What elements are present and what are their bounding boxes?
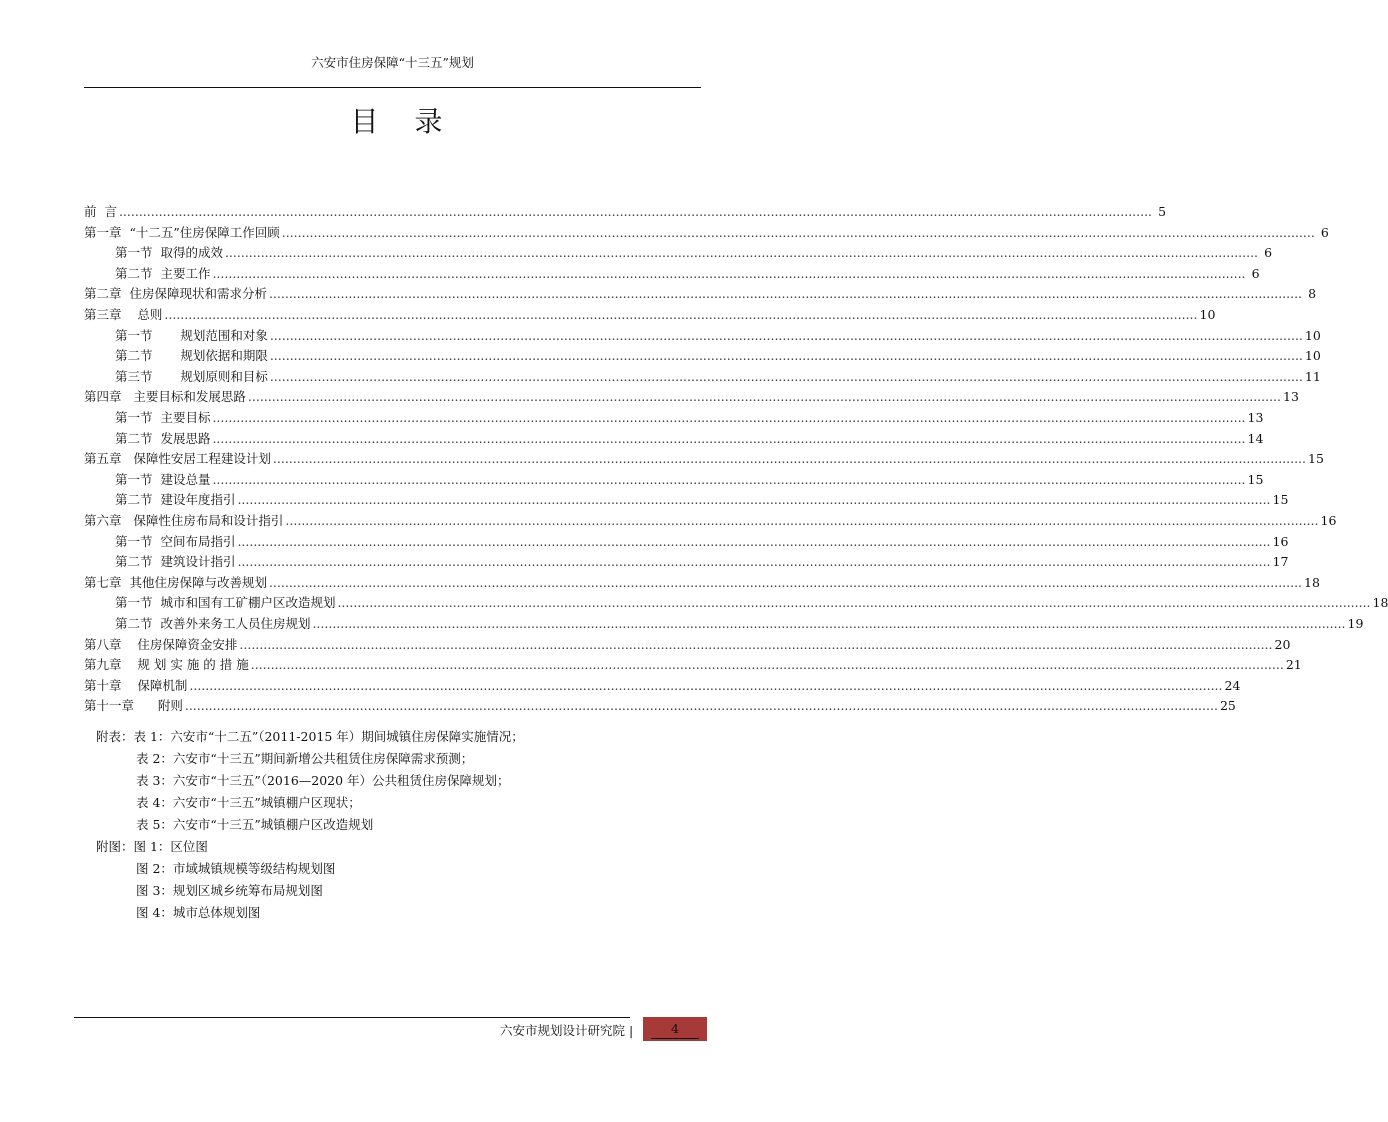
toc-chapter-entry[interactable] — [84, 283, 1317, 304]
toc-entry-page: 15 — [1308, 451, 1324, 467]
toc-dot-leader: .................................................................................................................................................................................................................................................................... — [212, 410, 1246, 425]
toc-entry-label: 第二章 住房保障现状和需求分析 — [84, 286, 267, 302]
toc-entry-page: 18 — [1372, 595, 1388, 611]
toc-entry-label: 第九章 规 划 实 施 的 措 施 — [84, 657, 249, 673]
toc-chapter-entry[interactable] — [84, 572, 1320, 593]
toc-dot-leader: .................................................................................................................................................................................................................................................................... — [164, 307, 1198, 322]
toc-entry-label: 第一节 取得的成效 — [115, 245, 223, 261]
toc-section-entry[interactable] — [115, 489, 1289, 510]
toc-entry-page: 6 — [1264, 245, 1273, 261]
toc-entry-label: 第十一章 附则 — [84, 698, 183, 714]
toc-entry-label: 第二节 建筑设计指引 — [115, 554, 236, 570]
toc-entry-page: 21 — [1285, 657, 1302, 673]
toc-section-entry[interactable] — [115, 592, 1388, 613]
toc-entry-page: 19 — [1347, 616, 1364, 631]
toc-section-entry[interactable] — [115, 469, 1264, 490]
toc-chapter-entry[interactable] — [84, 675, 1241, 696]
toc-entry-label: 第一节 空间布局指引 — [115, 533, 236, 549]
toc-entry-page: 8 — [1308, 286, 1317, 302]
toc-dot-leader: .................................................................................................................................................................................................................................................................... — [237, 554, 1271, 570]
toc-entry-page: 11 — [1304, 368, 1321, 384]
toc-entry-label: 第一章 “十二五”住房保障工作回顾 — [84, 224, 280, 240]
toc-section-entry[interactable] — [115, 531, 1289, 552]
toc-dot-leader: .................................................................................................................................................................................................................................................................... — [212, 471, 1246, 487]
toc-entry-label: 第二节 建设年度指引 — [115, 492, 236, 508]
toc-chapter-entry[interactable] — [84, 448, 1324, 469]
toc-entry-label: 第五章 保障性安居工程建设计划 — [84, 451, 271, 467]
toc-entry-label: 第二节 主要工作 — [115, 265, 211, 281]
page-number: 4 — [651, 1020, 699, 1039]
appendix-figure-entry: 附图：图 1：区位图 — [96, 839, 208, 854]
toc-dot-leader: .................................................................................................................................................................................................................................................................... — [184, 698, 1218, 714]
toc-entry-page: 6 — [1251, 265, 1260, 281]
page-title: 目录 — [350, 105, 479, 138]
toc-chapter-entry[interactable] — [84, 201, 1167, 222]
toc-chapter-entry[interactable] — [84, 304, 1216, 325]
page-header — [84, 48, 701, 88]
toc-entry-page: 20 — [1274, 636, 1291, 652]
toc-entry-label: 第六章 保障性住房布局和设计指引 — [84, 513, 284, 528]
toc-section-entry[interactable] — [115, 407, 1264, 428]
toc-dot-leader: .................................................................................................................................................................................................................................................................... — [250, 657, 1284, 673]
toc-dot-leader: .................................................................................................................................................................................................................................................................... — [212, 265, 1246, 281]
toc-section-entry[interactable] — [115, 242, 1273, 263]
toc-section-entry[interactable] — [115, 613, 1364, 634]
toc-entry-label: 第一节 建设总量 — [115, 471, 211, 487]
appendix-table-entry: 表 5：六安市“十三五”城镇棚户区改造规划 — [136, 817, 374, 832]
toc-entry-page: 18 — [1304, 574, 1320, 590]
toc-dot-leader: .................................................................................................................................................................................................................................................................... — [189, 677, 1223, 693]
toc-entry-label: 第七章 其他住房保障与改善规划 — [84, 574, 267, 590]
footer-organization: 六安市规划设计研究院 | — [500, 1023, 634, 1038]
appendix-table-entry: 表 3：六安市“十三五”（2016—2020 年）公共租赁住房保障规划； — [136, 773, 510, 788]
toc-entry-label: 第二节 改善外来务工人员住房规划 — [115, 616, 311, 631]
footer-divider — [74, 1017, 630, 1018]
toc-entry-page: 10 — [1199, 307, 1216, 322]
appendix-figure-entry: 图 2：市域城镇规模等级结构规划图 — [136, 861, 336, 876]
toc-chapter-entry[interactable] — [84, 386, 1299, 407]
toc-entry-label: 第三节 规划原则和目标 — [115, 368, 268, 384]
toc-entry-label: 前 言 — [84, 204, 117, 219]
toc-entry-label: 第二节 发展思路 — [115, 430, 211, 446]
toc-entry-page: 13 — [1247, 410, 1264, 425]
appendix-table-entry: 附表：表 1：六安市“十二五”（2011-2015 年）期间城镇住房保障实施情况； — [96, 729, 524, 744]
toc-dot-leader: .................................................................................................................................................................................................................................................................... — [272, 451, 1307, 467]
toc-entry-page: 5 — [1158, 204, 1167, 219]
toc-entry-page: 13 — [1283, 389, 1299, 405]
toc-dot-leader: .................................................................................................................................................................................................................................................................... — [237, 533, 1271, 549]
toc-dot-leader: .................................................................................................................................................................................................................................................................... — [247, 389, 1282, 405]
toc-section-entry[interactable] — [115, 366, 1321, 387]
toc-dot-leader: .................................................................................................................................................................................................................................................................... — [237, 492, 1271, 508]
toc-dot-leader: .................................................................................................................................................................................................................................................................... — [312, 616, 1346, 631]
toc-entry-label: 第十章 保障机制 — [84, 677, 188, 693]
toc-entry-page: 15 — [1247, 471, 1264, 487]
toc-entry-label: 第一节 规划范围和对象 — [115, 327, 268, 343]
toc-entry-label: 第三章 总则 — [84, 307, 163, 322]
toc-entry-page: 6 — [1320, 224, 1329, 240]
toc-entry-page: 17 — [1272, 554, 1289, 570]
toc-dot-leader: .................................................................................................................................................................................................................................................................... — [239, 636, 1273, 652]
toc-dot-leader: .................................................................................................................................................................................................................................................................... — [118, 204, 1153, 219]
toc-entry-label: 第四章 主要目标和发展思路 — [84, 389, 246, 405]
page-number-badge — [643, 1017, 707, 1041]
toc-chapter-entry[interactable] — [84, 695, 1236, 716]
toc-entry-page: 16 — [1320, 513, 1337, 528]
toc-section-entry[interactable] — [115, 263, 1260, 284]
appendix-figure-entry: 图 4：城市总体规划图 — [136, 905, 261, 920]
toc-chapter-entry[interactable] — [84, 222, 1329, 243]
toc-dot-leader: .................................................................................................................................................................................................................................................................... — [269, 368, 1303, 384]
toc-dot-leader: .................................................................................................................................................................................................................................................................... — [269, 348, 1303, 364]
toc-entry-page: 10 — [1304, 327, 1321, 343]
toc-entry-label: 第一节 主要目标 — [115, 410, 211, 425]
toc-chapter-entry[interactable] — [84, 654, 1302, 675]
toc-dot-leader: .................................................................................................................................................................................................................................................................... — [212, 430, 1246, 446]
toc-entry-label: 第八章 住房保障资金安排 — [84, 636, 238, 652]
toc-section-entry[interactable] — [115, 345, 1321, 366]
toc-dot-leader: .................................................................................................................................................................................................................................................................... — [268, 286, 1303, 302]
toc-dot-leader: .................................................................................................................................................................................................................................................................... — [268, 574, 1303, 590]
toc-dot-leader: .................................................................................................................................................................................................................................................................... — [337, 595, 1371, 611]
toc-chapter-entry[interactable] — [84, 510, 1337, 531]
toc-entry-page: 16 — [1272, 533, 1289, 549]
toc-section-entry[interactable] — [115, 551, 1289, 572]
toc-entry-page: 10 — [1304, 348, 1321, 364]
header-title: 六安市住房保障“十三五”规划 — [311, 55, 474, 70]
toc-entry-page: 24 — [1224, 677, 1241, 693]
toc-dot-leader: .................................................................................................................................................................................................................................................................... — [224, 245, 1259, 261]
toc-entry-label: 第二节 规划依据和期限 — [115, 348, 268, 364]
appendix-table-entry: 表 2：六安市“十三五”期间新增公共租赁住房保障需求预测； — [136, 751, 474, 766]
appendix-table-entry: 表 4：六安市“十三五”城镇棚户区现状； — [136, 795, 361, 810]
toc-entry-page: 15 — [1272, 492, 1289, 508]
toc-dot-leader: .................................................................................................................................................................................................................................................................... — [281, 224, 1315, 240]
toc-dot-leader: .................................................................................................................................................................................................................................................................... — [285, 513, 1319, 528]
toc-entry-label: 第一节 城市和国有工矿棚户区改造规划 — [115, 595, 336, 611]
toc-section-entry[interactable] — [115, 325, 1321, 346]
toc-dot-leader: .................................................................................................................................................................................................................................................................... — [269, 327, 1303, 343]
toc-entry-page: 25 — [1219, 698, 1236, 714]
toc-section-entry[interactable] — [115, 428, 1264, 449]
toc-entry-page: 14 — [1247, 430, 1264, 446]
appendix-figure-entry: 图 3：规划区城乡统筹布局规划图 — [136, 883, 323, 898]
toc-chapter-entry[interactable] — [84, 634, 1291, 655]
